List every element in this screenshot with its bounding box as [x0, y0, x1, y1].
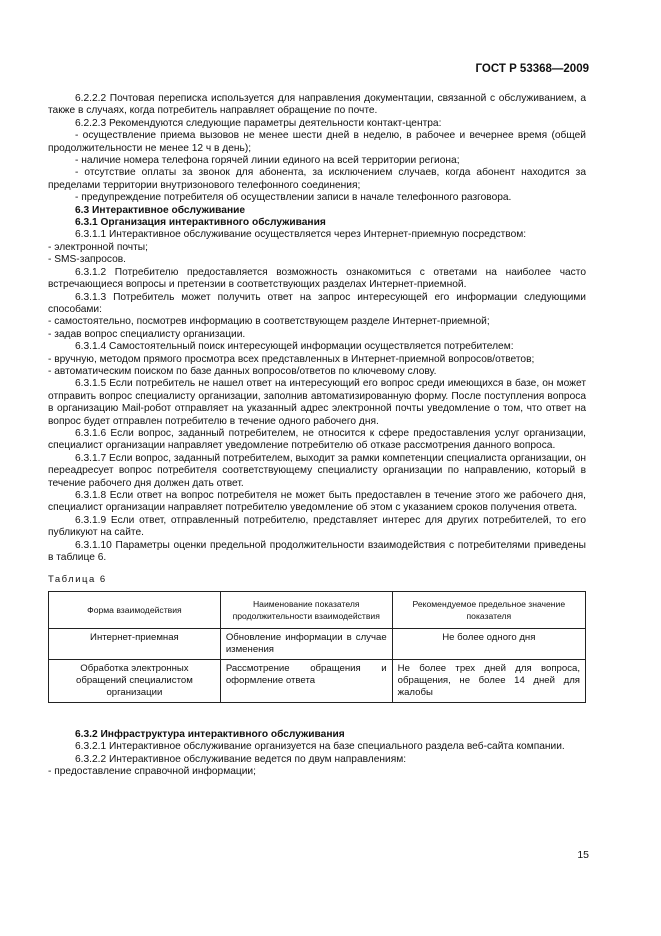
paragraph: 6.3.1.3 Потребитель может получить ответ на запрос интересующей его информации следующими способами:: [48, 291, 586, 315]
paragraph: 6.3.1.7 Если вопрос, заданный потребителем, выходит за рамки компетенции специалиста организации, он переадресует вопрос потребителя соответствующему специалисту организации по направлению, который в течение рабочего дня должен дать ответ.: [48, 452, 586, 489]
paragraph: 6.3.1.9 Если ответ, отправленный потребителю, представляет интерес для других потребителей, то его публикуют на сайте.: [48, 514, 586, 539]
paragraph: 6.2.2.2 Почтовая переписка используется для направления документации, связанной с обслуживанием, а также в случаях, когда потребитель направляет обращение по почте.: [48, 93, 586, 117]
table-cell: Не более одного дня: [392, 628, 585, 659]
table-cell: Обработка электронных обращений специалистом организации: [49, 659, 221, 702]
paragraph: 6.3.2.1 Интерактивное обслуживание организуется на базе специального раздела веб-сайта компании.: [75, 741, 565, 753]
document-header: ГОСТ Р 53368—2009: [475, 63, 589, 75]
table-caption: Таблица 6: [48, 574, 107, 586]
table-row: [49, 628, 586, 659]
subsection-heading: 6.3.2 Инфраструктура интерактивного обслуживания: [75, 728, 345, 740]
table-header-cell: Форма взаимодействия: [49, 591, 221, 628]
paragraph: 6.3.1.6 Если вопрос, заданный потребителем, не относится к сфере предоставления услуг организации, специалист организации направляет уведомление потребителю об отказе рассмотрения данного вопроса.: [48, 427, 586, 452]
list-item: - задав вопрос специалисту организации.: [48, 328, 246, 340]
table-6: [48, 591, 586, 703]
list-item: - предупреждение потребителя об осуществлении записи в начале телефонного разговора.: [75, 192, 512, 204]
list-item: - SMS-запросов.: [48, 254, 126, 266]
document-body: [48, 93, 586, 778]
paragraph: 6.3.1.4 Самостоятельный поиск интересующей информации осуществляется потребителем:: [75, 341, 514, 353]
table-header-row: [49, 591, 586, 628]
list-item: - самостоятельно, посмотрев информацию в соответствующем разделе Интернет-приемной;: [48, 316, 490, 328]
table-row: [49, 659, 586, 702]
page-number: 15: [577, 849, 589, 861]
table-cell: Не более трех дней для вопроса, обращения, не более 14 дней для жалобы: [392, 659, 585, 702]
table-header-cell: Наименование показателя продолжительности взаимодействия: [220, 591, 392, 628]
table-cell: Рассмотрение обращения и оформление ответа: [220, 659, 392, 702]
paragraph: 6.3.1.1 Интерактивное обслуживание осуществляется через Интернет-приемную посредством:: [75, 229, 527, 241]
section-heading: 6.3 Интерактивное обслуживание: [75, 204, 246, 216]
list-item: - автоматическим поиском по базе данных вопросов/ответов по ключевому слову.: [48, 365, 437, 377]
table-cell: Обновление информации в случае изменения: [220, 628, 392, 659]
paragraph: 6.3.1.8 Если ответ на вопрос потребителя не может быть предоставлен в течение этого же рабочего дня, специалист организации направляет потребителю уведомление об этом с указанием сроков получения ответа.: [48, 490, 586, 514]
list-item: - отсутствие оплаты за звонок для абонента, за исключением случаев, когда абонент находится за пределами территории внутризонового телефонного соединения;: [48, 167, 586, 191]
list-item: - вручную, методом прямого просмотра всех представленных в Интернет-приемной вопросов/ответов;: [48, 353, 535, 365]
list-item: - наличие номера телефона горячей линии единого на всей территории региона;: [75, 155, 460, 167]
table-header-cell: Рекомендуемое предельное значение показателя: [392, 591, 585, 628]
paragraph: 6.3.1.5 Если потребитель не нашел ответ на интересующий его вопрос среди имеющихся в базе, он может отправить вопрос специалисту организации, заполнив автоматизированную форму. После поступления вопроса в организацию Mail-робот отправляет на указанный адрес электронной почты уведомление о том, что ответ на вопрос будет отправлен потребителю в течение одного рабочего дня.: [48, 378, 586, 427]
subsection-heading: 6.3.1 Организация интерактивного обслуживания: [75, 217, 326, 229]
list-item: - осуществление приема вызовов не менее шести дней в неделю, в рабочее и вечернее время (общей продолжительности не менее 12 ч в день);: [48, 130, 586, 154]
list-item: - электронной почты;: [48, 241, 148, 253]
table-cell: Интернет-приемная: [49, 628, 221, 659]
paragraph: 6.2.2.3 Рекомендуются следующие параметры деятельности контакт-центра:: [75, 117, 442, 129]
paragraph: 6.3.2.2 Интерактивное обслуживание ведется по двум направлениям:: [75, 753, 407, 765]
paragraph: 6.3.1.2 Потребителю предоставляется возможность ознакомиться с ответами на наиболее часто встречающиеся вопросы и претензии в соответствующих разделах Интернет-приемной.: [48, 266, 586, 291]
list-item: - предоставление справочной информации;: [48, 766, 256, 778]
paragraph: 6.3.1.10 Параметры оценки предельной продолжительности взаимодействия с потребителями приведены в таблице 6.: [48, 539, 586, 564]
